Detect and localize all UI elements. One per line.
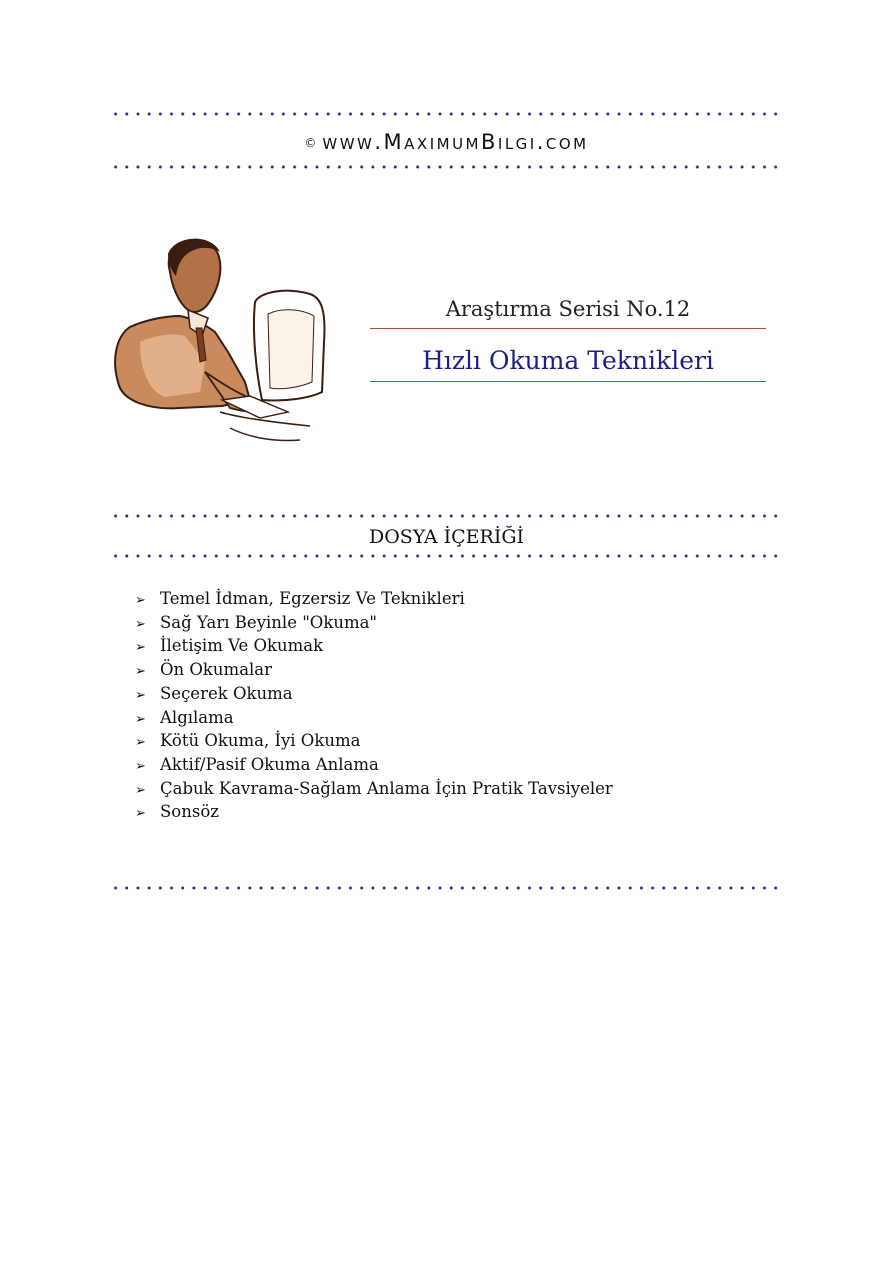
top-dotted-rule-upper <box>110 112 782 116</box>
list-item <box>135 588 613 612</box>
contents-dotted-rule-upper <box>110 514 782 518</box>
list-item <box>135 707 613 731</box>
list-item <box>135 612 613 636</box>
list-item-label: Aktif/Pasif Okuma Anlama <box>160 754 379 774</box>
man-at-computer-icon <box>110 232 330 452</box>
list-item-label: İletişim Ve Okumak <box>160 636 324 656</box>
site-brand <box>0 130 893 154</box>
arrow-bullet-icon: ➢ <box>135 711 146 727</box>
arrow-bullet-icon: ➢ <box>135 782 146 798</box>
contents-heading: DOSYA İÇERİĞİ <box>368 526 525 548</box>
arrow-bullet-icon: ➢ <box>135 735 146 751</box>
list-item <box>135 659 613 683</box>
list-item <box>135 801 613 825</box>
series-label: Araştırma Serisi No.12 <box>445 297 691 321</box>
arrow-bullet-icon: ➢ <box>135 806 146 822</box>
contents-list <box>135 588 613 825</box>
arrow-bullet-icon: ➢ <box>135 758 146 774</box>
list-item-label: Ön Okumalar <box>160 660 273 680</box>
contents-dotted-rule-lower <box>110 554 782 558</box>
arrow-bullet-icon: ➢ <box>135 664 146 680</box>
arrow-bullet-icon: ➢ <box>135 640 146 656</box>
title-rule-upper <box>370 328 766 329</box>
arrow-bullet-icon: ➢ <box>135 687 146 703</box>
bottom-dotted-rule <box>110 886 782 890</box>
list-item-label: Sonsöz <box>160 802 219 822</box>
list-item-label: Algılama <box>160 707 234 727</box>
list-item-label: Temel İdman, Egzersiz Ve Teknikleri <box>160 589 465 608</box>
list-item-label: Seçerek Okuma <box>160 683 293 703</box>
list-item <box>135 754 613 778</box>
title-rule-lower <box>370 381 766 382</box>
list-item <box>135 730 613 754</box>
list-item <box>135 635 613 659</box>
copyright-symbol: © <box>304 136 317 150</box>
site-name: www.MaximumBilgi.com <box>322 130 589 154</box>
arrow-bullet-icon: ➢ <box>135 616 146 632</box>
list-item-label: Çabuk Kavrama-Sağlam Anlama İçin Pratik Tavsiyeler <box>160 778 613 798</box>
arrow-bullet-icon: ➢ <box>135 593 146 608</box>
list-item <box>135 683 613 707</box>
top-dotted-rule-lower <box>110 165 782 169</box>
list-item-label: Sağ Yarı Beyinle "Okuma" <box>160 612 378 632</box>
list-item-label: Kötü Okuma, İyi Okuma <box>160 731 361 751</box>
list-item <box>135 778 613 802</box>
document-title: Hızlı Okuma Teknikleri <box>422 346 714 375</box>
